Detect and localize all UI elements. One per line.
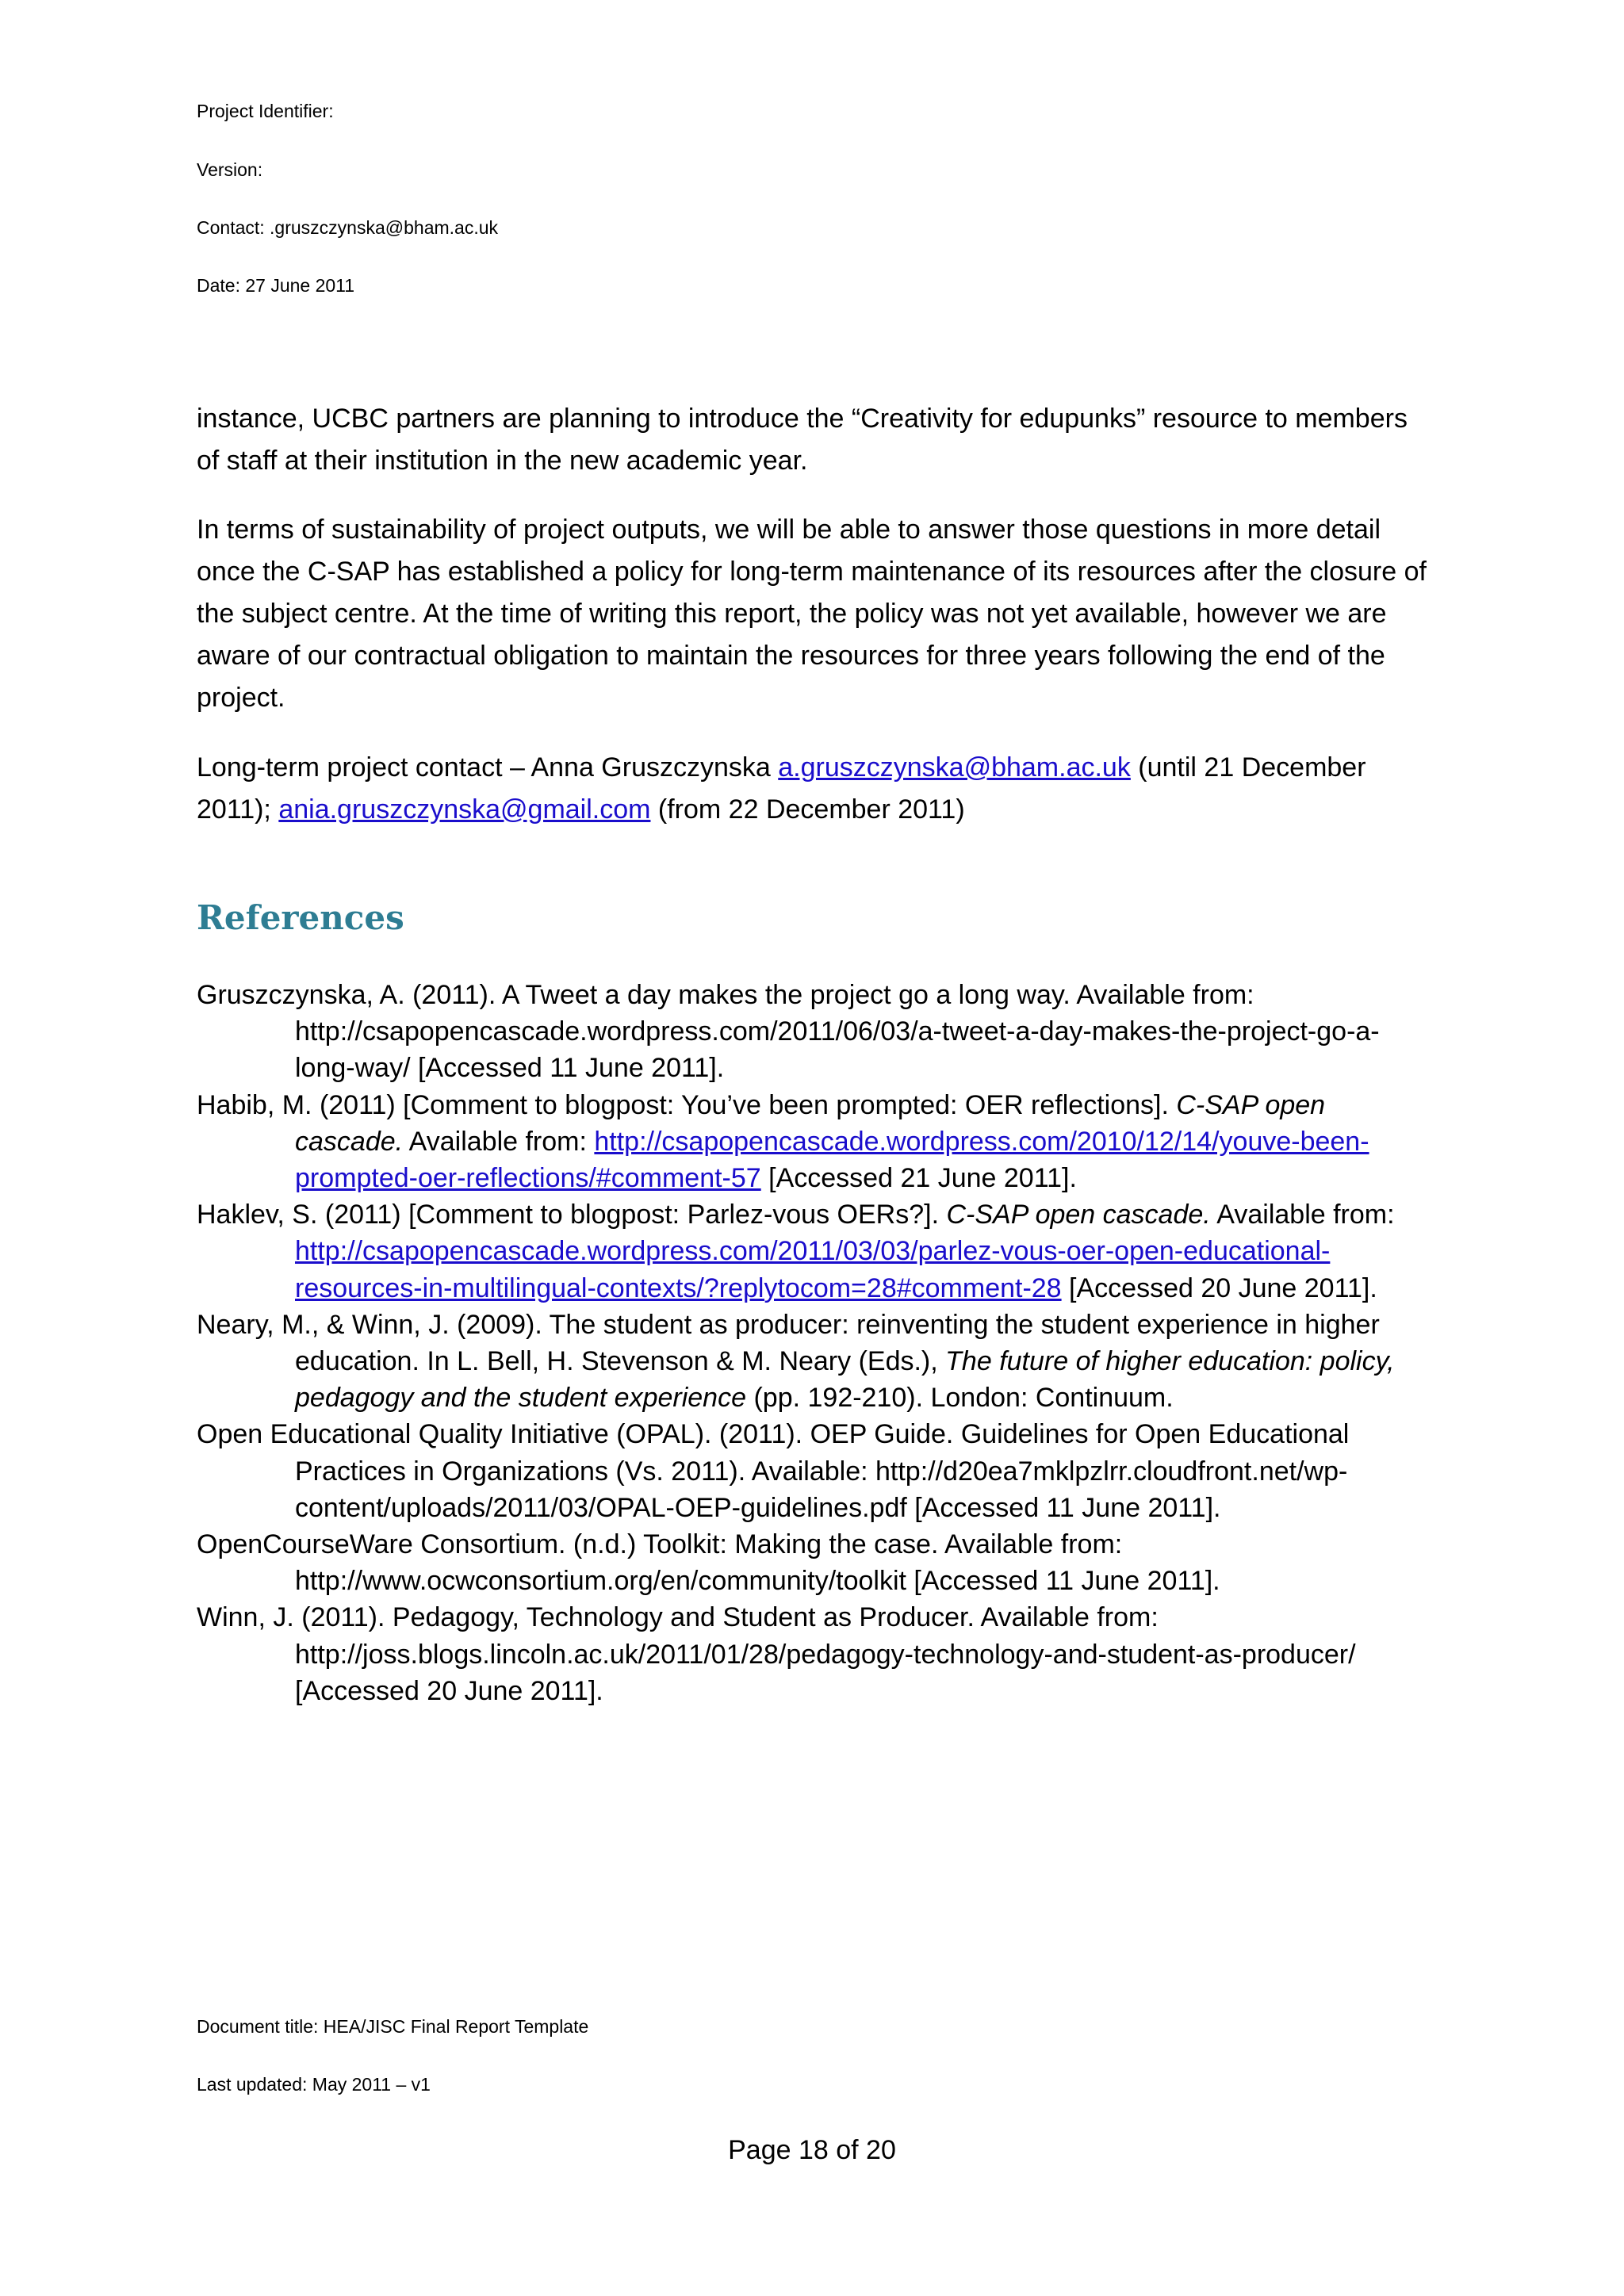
reference-item bbox=[197, 1307, 1434, 1417]
reference-text: OpenCourseWare Consortium. (n.d.) Toolkit: Making the case. Available from: http://www.ocwconsortium.org/en/community/toolkit [Accessed 11 June 2011]. bbox=[197, 1529, 1220, 1597]
reference-item bbox=[197, 977, 1434, 1087]
references-list bbox=[197, 977, 1434, 1709]
contact-text: Long-term project contact – Anna Gruszczynska bbox=[197, 752, 779, 783]
contact-text: (until 21 December 2011); bbox=[197, 752, 1366, 825]
reference-text: Gruszczynska, A. (2011). A Tweet a day makes the project go a long way. Available from: http://csapopencascade.wordpress.com/2011/06/03/a-tweet-a-day-makes-the-project-go-a-long-way/ [Accessed 11 June 2011]. bbox=[197, 980, 1380, 1084]
reference-text: Haklev, S. (2011) [Comment to blogpost: Parlez-vous OERs?]. bbox=[197, 1200, 947, 1230]
reference-item bbox=[197, 1416, 1434, 1526]
header-contact: Contact: .gruszczynska@bham.ac.uk bbox=[197, 217, 499, 238]
page-number: Page 18 of 20 bbox=[728, 2135, 896, 2165]
reference-item bbox=[197, 1196, 1434, 1307]
body-paragraph-3 bbox=[197, 747, 1434, 831]
body-paragraph-2 bbox=[197, 509, 1434, 719]
reference-item bbox=[197, 1526, 1434, 1599]
header-date: Date: 27 June 2011 bbox=[197, 275, 355, 296]
contact-text: (from 22 December 2011) bbox=[650, 794, 965, 825]
header-project-identifier: Project Identifier: bbox=[197, 101, 334, 121]
reference-text: Open Educational Quality Initiative (OPAL). (2011). OEP Guide. Guidelines for Open Educational Practices in Organizations (Vs. 2011). Available: http://d20ea7mklpzlrr.cloudfront.net/wp-content/uploads/2011/03/OPAL-OEP-guidelines.pdf [Accessed 11 June 2011]. bbox=[197, 1419, 1350, 1523]
email-link-bham[interactable]: a.gruszczynska@bham.ac.uk bbox=[778, 752, 1131, 783]
footer-last-updated: Last updated: May 2011 – v1 bbox=[197, 2074, 431, 2095]
reference-link[interactable]: http://csapopencascade.wordpress.com/2010/12/14/youve-been-prompted-oer-reflections/#comment-57 bbox=[295, 1126, 1369, 1194]
reference-link[interactable]: http://csapopencascade.wordpress.com/2011/03/03/parlez-vous-oer-open-educational-resources-in-multilingual-contexts/?replytocom=28#comment-28 bbox=[295, 1236, 1331, 1303]
paragraph-text: In terms of sustainability of project outputs, we will be able to answer those questions in more detail once the C-SAP has established a policy for long-term maintenance of its resources after the closure of the subject centre. At the time of writing this report, the policy was not yet available, however we are aware of our contractual obligation to maintain the resources for three years following the end of the project. bbox=[197, 515, 1427, 713]
reference-source: C-SAP open cascade. bbox=[295, 1089, 1326, 1157]
reference-text: (pp. 192-210). London: Continuum. bbox=[746, 1383, 1174, 1414]
reference-text: Winn, J. (2011). Pedagogy, Technology and Student as Producer. Available from: http://joss.blogs.lincoln.ac.uk/2011/01/28/pedagogy-technology-and-student-as-producer/ [Accessed 20 June 2011]. bbox=[197, 1602, 1356, 1706]
reference-source: C-SAP open cascade. bbox=[946, 1200, 1211, 1230]
header-version: Version: bbox=[197, 159, 263, 180]
reference-text: Habib, M. (2011) [Comment to blogpost: You’ve been prompted: OER reflections]. bbox=[197, 1089, 1177, 1120]
reference-text: [Accessed 21 June 2011]. bbox=[760, 1163, 1077, 1194]
email-link-gmail[interactable]: ania.gruszczynska@gmail.com bbox=[278, 794, 651, 825]
reference-text: Available from: bbox=[403, 1126, 595, 1157]
reference-text: [Accessed 20 June 2011]. bbox=[1061, 1272, 1377, 1303]
paragraph-text: instance, UCBC partners are planning to introduce the “Creativity for edupunks” resource to members of staff at their institution in the new academic year. bbox=[197, 404, 1408, 476]
reference-text: Available from: bbox=[1210, 1200, 1395, 1230]
reference-item bbox=[197, 1087, 1434, 1197]
footer-document-title: Document title: HEA/JISC Final Report Template bbox=[197, 2016, 589, 2037]
body-paragraph-1 bbox=[197, 398, 1434, 482]
reference-source: The future of higher education: policy, pedagogy and the student experience bbox=[295, 1346, 1395, 1414]
reference-text: Neary, M., & Winn, J. (2009). The student as producer: reinventing the student experience in higher education. In L. Bell, H. Stevenson & M. Neary (Eds.), bbox=[197, 1309, 1380, 1377]
references-heading: References bbox=[197, 898, 404, 937]
reference-item bbox=[197, 1599, 1434, 1709]
